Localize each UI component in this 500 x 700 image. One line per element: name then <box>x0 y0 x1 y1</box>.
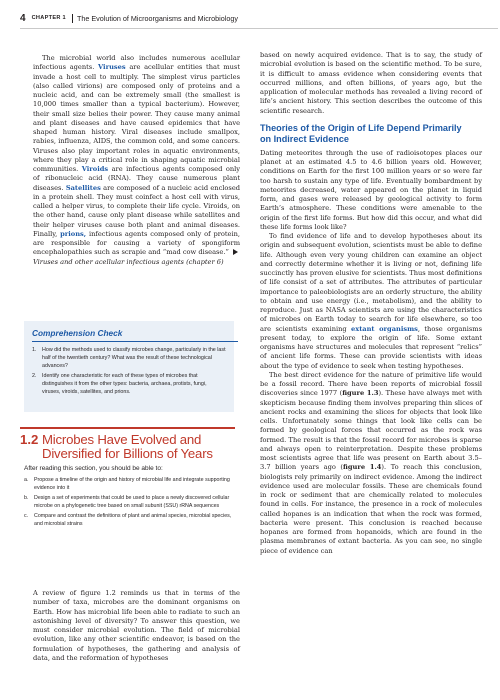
list-item: b. Design a set of experiments that could be used to place a newly discovered cellular microbe on a phylogenetic tree based on small subunit (SSU) rRNA sequences <box>24 494 230 509</box>
section-heading <box>20 433 235 461</box>
comprehension-check-box <box>24 321 234 412</box>
paragraph-acellular-agents: The microbial world also includes numerous acellular infectious agents. Viruses are acellular entities that must invade a host cell to multiply. The simplest virus particles (also called virions) are composed only of proteins and a nucleic acid, and can be extremely small (the smallest is 10,000 times smaller than a typical bacterium). However, their small size belies their power. They cause many animal and plant diseases and have caused epidemics that have shaped human history. Viral diseases include smallpox, rabies, influenza, AIDS, the common cold, and some cancers. Viruses also play important roles in aquatic environments, where they play a critical role in shaping aquatic microbial communities. Viroids are infectious agents composed only of ribonucleic acid (RNA). They cause numerous plant diseases. Satellites are composed of a nucleic acid enclosed in a protein shell. They must coinfect a host cell with virus, called a helper virus, to complete their life cycle. Viroids, on the other hand, cause only plant disease while satellites and their helper viruses cause both plant and animal diseases. Finally, prions, infectious agents composed only of protein, are responsible for causing a variety of spongiform encephalopathies such as scrapie and “mad cow disease.” Viruses and other acellular infectious agents (chapter 6) <box>33 54 241 266</box>
page-number: 4 <box>20 12 26 24</box>
learning-objectives-list <box>24 477 234 528</box>
comprehension-check-list <box>32 346 226 396</box>
learning-objectives <box>24 464 234 530</box>
term-viruses: Viruses <box>98 63 126 72</box>
section-number: 1.2 <box>20 432 39 447</box>
learning-objectives-intro: After reading this section, you should be able to: <box>24 465 163 472</box>
figure-reference-1-4[interactable]: figure 1.4 <box>343 463 382 472</box>
list-item: a. Propose a timeline of the origin and history of microbial life and integrate supporting evidence into it <box>24 477 230 491</box>
list-item: 1. How did the methods used to classify microbes change, particularly in the last half of the twentieth century? What was the result of these technological advances? <box>32 347 226 369</box>
chapter-title: The Evolution of Microorganisms and Microbiology <box>76 13 238 23</box>
paragraph-microbial-evolution: A review of figure 1.2 reminds us that in terms of the number of taxa, microbes are the dominant organisms on Earth. How has microbial life been able to radiate to such an astonishing level of diversity? To answer this question, we must consider microbial evolution. The field of microbial evolution, like any other scientific endeavor, is based on the formulation of hypotheses, the gathering and analysis of data, and the reformation of hypotheses <box>33 589 240 662</box>
running-header <box>20 10 238 26</box>
paragraph-define-life: To find evidence of life and to develop hypotheses about its origin and subsequent evolution, scientists must be able to define life. Although even very young children can examine an object and correctly determine whether it is living or not, defining life succinctly has proven elusive for scientists. Thus most definitions of life consist of a set of attributes. The attributes of particular importance to paleobiologists are an orderly structure, the ability to obtain and use energy (i.e., metabolism), and the ability to reproduce. Just as NASA scientists are using the characteristics of microbes on Earth today to search for life elsewhere, so too are scientists examining extant organisms, those organisms present today, to explore the origin of life. Some extant organisms have structures and molecules that represent “relics” of ancient life forms. These can provide scientists with ideas about the type of evidence to seek when testing hypotheses. <box>260 232 482 370</box>
right-column <box>260 51 482 556</box>
paragraph-earth-age: Dating meteorites through the use of radioisotopes places our planet at an estimated 4.5 to 4.6 billion years old. However, conditions on Earth for the first 100 million years or so were far too harsh to sustain any type of life. Eventually bombardment by meteorites decreased, water appeared on the planet in liquid form, and gases were released by geological activity to form Earth’s atmosphere. These conditions were amenable to the origin of the first life forms. But how did this occur, and what did these life forms look like? <box>260 148 482 231</box>
subsection-heading: Theories of the Origin of Life Depend Primarily on Indirect Evidence <box>260 122 462 144</box>
section-rule <box>20 427 235 429</box>
section-title: Microbes Have Evolved and Diversified for Billions of Years <box>42 432 213 461</box>
comprehension-check-title: Comprehension Check <box>32 328 123 338</box>
header-divider <box>72 14 73 23</box>
term-prions: prions, <box>60 229 87 238</box>
comprehension-check-rule <box>32 341 238 342</box>
term-extant-organisms: extant organisms <box>351 324 418 333</box>
left-column <box>33 54 240 267</box>
paragraph-scientific-method: based on newly acquired evidence. That is to say, the study of microbial evolution is based on the scientific method. To be sure, it is difficult to amass evidence when considering events that occurred millions, and often billions, of years ago, but the application of molecular methods has revealed a living record of life’s ancient history. This section describes the outcome of this scientific research. <box>260 51 482 115</box>
term-satellites: Satellites <box>65 183 101 192</box>
left-column-lower <box>33 589 240 663</box>
chapter-label: CHAPTER 1 <box>31 15 66 21</box>
term-viroids: Viroids <box>81 165 109 173</box>
header-rule <box>20 28 498 29</box>
cross-reference-link[interactable]: Viruses and other acellular infectious agents (chapter 6) <box>33 257 224 266</box>
figure-reference-1-3[interactable]: figure 1.3 <box>342 389 379 398</box>
cross-reference-arrow-icon <box>233 249 238 255</box>
paragraph-fossil-record: The best direct evidence for the nature of primitive life would be a fossil record. There have been reports of microbial fossil discoveries since 1977 (figure 1.3). These have always met with skepticism because finding them involves preparing thin slices of ancient rocks and examining the slices for objects that look like cells. Unfortunately some things that look like cells can be formed by geological forces that occurred as the rock was formed. The result is that the fossil record for microbes is sparse and always open to reinterpretation. Despite these problems most scientists agree that life was present on Earth about 3.5–3.7 billion years ago (figure 1.4). To reach this conclusion, biologists rely primarily on indirect evidence. Among the indirect evidence used are molecular fossils. These are chemicals found in rock or sediment that are chemically related to molecules found in cells. For instance, the presence in a rock of molecules called hopanes is an indication that when the rock was formed, bacteria were present. This conclusion is reached because hopanes are formed from hopanoids, which are found in the plasma membranes of extant bacteria. As you can see, no single piece of evidence can <box>260 370 482 555</box>
list-item: 2. Identify one characteristic for each of these types of microbes that distinguishes it from the other types: bacteria, archaea, protists, fungi, viruses, viroids, satellites, and prions. <box>32 373 207 395</box>
list-item: c. Compare and contrast the definitions of plant and animal species, microbial species, and microbial strains <box>24 512 232 527</box>
